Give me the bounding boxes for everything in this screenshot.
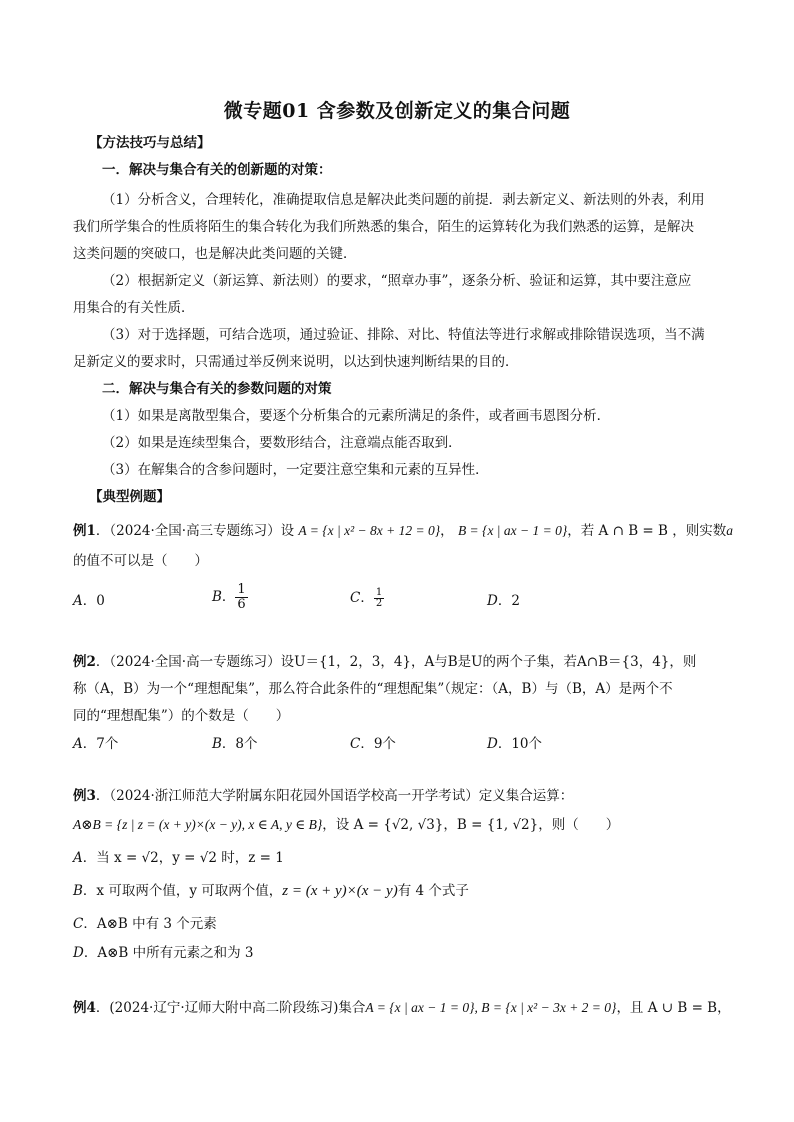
ex1-separator: ， [440,523,454,539]
ex3-option-b-label: B [73,883,83,899]
ex1-set-b: B = {x | ax − 1 = 0} [457,523,568,538]
part1-heading: 一．解决与集合有关的创新题的对策： [102,162,332,178]
ex3-line2-text: ，设 A = {√2, √3}，B = {1, √2}，则（ ） [322,817,620,833]
ex2-option-d-text: ．10个 [497,736,543,752]
ex2-option-d-label: D [487,736,498,752]
ex3-option-d-text: ．A⊗B 中所有元素之和为 3 [83,945,254,961]
section-examples-heading: 【典型例题】 [89,489,170,505]
ex3-option-b-math: z = (x + y)×(x − y) [282,883,398,899]
ex3-option-d [73,943,724,963]
ex1-option-b-numerator: 1 [237,582,246,597]
ex2-line1-text: ．（2024·全国·高一专题练习）设U＝{1，2，3，4}，A与B是U的两个子集，若A∩B＝{3，4}，则 [95,654,697,670]
ex3-option-c-text: ．A⊗B 中有 3 个元素 [83,916,217,932]
ex3-option-d-label: D [73,945,84,961]
ex1-option-c-numerator: 1 [375,587,383,598]
ex1-option-c-fraction [374,588,384,609]
ex3-option-a [73,848,724,868]
ex3-label: 例3 [73,788,96,804]
ex1-option-c-label: C [350,590,361,606]
ex1-option-b-label: B [212,589,222,605]
ex2-option-c [350,734,396,754]
ex1-option-a-text: ．0 [82,593,105,609]
ex3-option-c [73,914,724,934]
ex2-option-b [212,734,258,754]
ex4-label: 例4 [73,1000,96,1016]
ex4-source: ．(2024·辽宁·辽师大附中高二阶段练习)集合 [95,1000,366,1016]
part1-p1-line2: 我们所学集合的性质将陌生的集合转化为我们所熟悉的集合，陌生的运算转化为我们熟悉的运算，是解决 [73,219,694,235]
ex2-line2: 称（A，B）为一个“理想配集”，那么符合此条件的“理想配集”（规定：（A，B）与（B，A）是两个不 [73,681,673,697]
ex2-option-d [487,734,542,754]
ex2-option-a-text: ．7个 [82,736,119,752]
ex2-option-b-text: ．8个 [221,736,258,752]
ex3-option-a-label: A [73,850,83,866]
part2-line3: （3）在解集合的含参问题时，一定要注意空集和元素的互异性． [102,462,489,478]
ex3-option-b-post: 有 4 个式子 [397,883,469,899]
ex1-variable: a [726,523,733,538]
part1-p3-line1: （3）对于选择题，可结合选项，通过验证、排除、对比、特值法等进行求解或排除错误选项，当不满 [102,327,705,343]
ex1-condition: ，若 A ∩ B = B ，则实数 [567,523,727,539]
page-title: 微专题01 含参数及创新定义的集合问题 [223,100,571,122]
ex3-option-c-label: C [73,916,84,932]
ex2-option-a [73,734,118,754]
part1-p3-line2: 足新定义的要求时，只需通过举反例来说明，以达到快速判断结果的目的． [73,354,519,370]
ex3-option-a-text: ．当 x = √2，y = √2 时，z = 1 [82,850,284,866]
part1-p1-line1: （1）分析含义，合理转化，准确提取信息是解决此类问题的前提．剥去新定义、新法则的外表，利用 [102,192,705,208]
section-method-heading: 【方法技巧与总结】 [89,135,211,151]
part1-p2-line1: （2）根据新定义（新运算、新法则）的要求，“照章办事”，逐条分析、验证和运算，其中要注意应 [102,273,692,289]
part2-heading: 二．解决与集合有关的参数问题的对策 [102,381,332,397]
ex2-line3: 同的“理想配集”）的个数是（ ） [73,708,290,724]
ex1-option-a-label: A [73,593,83,609]
ex1-option-d-label: D [487,593,498,609]
ex2-option-c-text: ．9个 [360,736,396,752]
part1-p1-line3: 这类问题的突破口，也是解决此类问题的关键． [73,246,357,262]
ex1-source: ．（2024·全国·高三专题练习）设 [95,523,295,539]
ex3-option-b [73,881,724,901]
ex1-option-b-fraction [235,583,247,612]
ex1-line1 [73,521,733,541]
ex3-option-b-pre: ．x 可取两个值，y 可取两个值， [82,883,283,899]
ex3-line1 [73,786,724,806]
ex1-option-d-text: ．2 [497,593,520,609]
ex1-option-b-dot: ． [221,589,236,605]
ex3-definition: A⊗B = {z | z = (x + y)×(x − y), x ∈ A, y ∈ B} [73,817,323,832]
ex2-option-b-label: B [212,736,222,752]
ex1-set-a: A = {x | x² − 8x + 12 = 0} [298,523,441,538]
ex2-label: 例2 [73,654,96,670]
ex4-tail: ，且 A ∪ B = B， [616,1000,731,1016]
ex1-option-c [350,588,384,609]
ex3-line1-text: ．（2024·浙江师范大学附属东阳花园外国语学校高一开学考试）定义集合运算： [95,788,574,804]
ex1-option-c-denominator: 2 [375,598,383,609]
part2-line1: （1）如果是离散型集合，要逐个分析集合的元素所满足的条件，或者画韦恩图分析． [102,408,611,424]
ex2-option-c-label: C [350,736,361,752]
ex1-option-c-dot: ． [360,590,374,606]
ex1-option-b-denominator: 6 [237,597,246,612]
ex4-sets: A = {x | ax − 1 = 0}, B = {x | x² − 3x + 2 = 0} [365,1000,617,1015]
ex2-line1 [73,652,724,672]
part1-p2-line2: 用集合的有关性质． [73,300,195,316]
ex1-option-d [487,591,520,611]
ex3-line2 [73,815,724,835]
ex1-option-a [73,591,105,611]
part2-line2: （2）如果是连续型集合，要数形结合，注意端点能否取到． [102,435,462,451]
ex1-label: 例1 [73,523,96,539]
ex1-line2: 的值不可以是（ ） [73,553,208,569]
ex4-line1 [73,998,731,1018]
ex1-option-b [212,583,248,612]
ex2-option-a-label: A [73,736,83,752]
